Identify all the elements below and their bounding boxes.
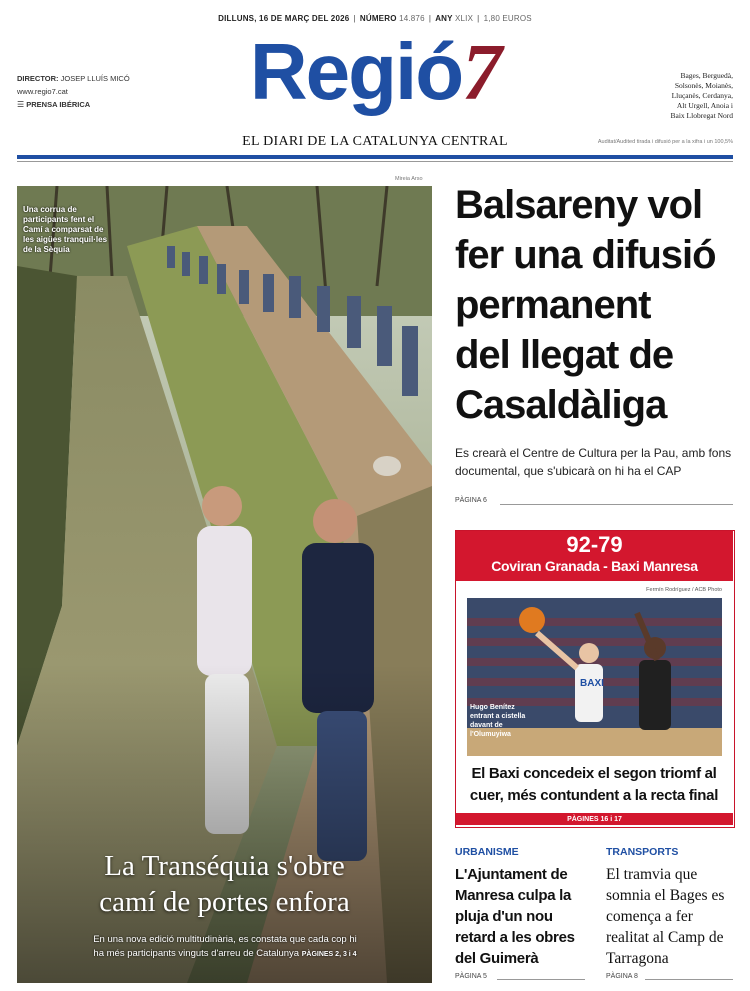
photo-credit: Mireia Arso	[395, 176, 423, 182]
issue-date: DILLUNS, 16 DE MARÇ DEL 2026	[218, 14, 350, 23]
photo-summary-line: ha més participants vinguts d'arreu de Catalunya	[93, 948, 300, 959]
coverage-regions	[623, 71, 733, 121]
sports-headline-line: cuer, més contundent a la recta final	[469, 787, 719, 804]
photo-summary-line: En una nova edició multitudinària, es constata que cada cop hi	[93, 934, 357, 945]
photo-headline-line: La Transéquia s'obre	[104, 850, 345, 882]
brief-divider	[497, 979, 585, 980]
lead-subheadline: Es crearà el Centre de Cultura per la Pau, amb fons documental, que s'ubicarà on hi ha el CAP	[455, 446, 732, 478]
header-divider	[17, 155, 733, 159]
logo-text: Regió	[249, 27, 463, 116]
audit-notice: Auditat/Audited tirada i difusió per a la xifra i un 100,5%	[597, 139, 733, 145]
sports-headline[interactable]	[455, 763, 733, 807]
match-score: 92-79	[566, 532, 623, 557]
group-logo-icon: ☰	[17, 100, 25, 109]
brief-headline-transports[interactable]: El tramvia que somnia el Bages es comença a fer realitat al Camp de Tarragona	[606, 866, 725, 967]
lead-divider	[500, 504, 733, 505]
region-line: Alt Urgell, Anoia i	[676, 101, 733, 110]
header-divider-thin	[17, 161, 733, 162]
region-line: Lluçanès, Cerdanya,	[671, 91, 733, 100]
brief-page-transports[interactable]: PÀGINA 8	[606, 973, 638, 980]
brief-section-transports: TRANSPORTS	[606, 846, 679, 858]
issue-number-label: NÚMERO	[359, 14, 397, 23]
photo-headline-line: camí de portes enfora	[99, 886, 350, 918]
lead-headline-line: fer una difusió	[455, 233, 716, 277]
lead-headline-line: del llegat de	[455, 333, 674, 377]
issue-number: 14.876	[399, 14, 425, 23]
photo-headline[interactable]	[17, 848, 432, 920]
lead-page-ref[interactable]: PÀGINA 6	[455, 497, 487, 504]
issue-price: 1,80 EUROS	[483, 14, 532, 23]
director-label: DIRECTOR:	[17, 74, 59, 83]
jersey-text: BAXI	[580, 678, 604, 689]
brief-divider	[645, 979, 733, 980]
lead-headline-line: Balsareny vol	[455, 183, 703, 227]
logo-number: 7	[462, 29, 501, 117]
issue-year-label: ANY	[435, 14, 453, 23]
photo-pages: PÀGINES 2, 3 i 4	[301, 951, 357, 958]
brief-headline-urbanisme[interactable]: L'Ajuntament de Manresa culpa la pluja d'un nou retard a les obres del Guimerà	[455, 866, 575, 967]
sports-pages[interactable]: PÀGINES 16 i 17	[567, 816, 622, 823]
newspaper-subtitle: EL DIARI DE LA CATALUNYA CENTRAL	[242, 134, 508, 149]
match-teams: Coviran Granada - Baxi Manresa	[491, 558, 698, 574]
issue-year: XLIX	[454, 14, 474, 23]
region-line: Baix Llobregat Nord	[670, 111, 733, 120]
region-line: Solsonès, Moianès,	[674, 81, 733, 90]
sports-photo-credit: Fermín Rodríguez / ACB Photo	[646, 587, 722, 593]
sports-photo-caption: Hugo Benítez entrant a cistella davant de l'Olumuyiwa	[470, 704, 526, 738]
website-link[interactable]: www.regio7.cat	[17, 87, 68, 96]
lead-headline[interactable]	[455, 180, 740, 430]
lead-headline-line: Casaldàliga	[455, 383, 667, 427]
photo-summary	[40, 933, 410, 962]
brief-section-urbanisme: URBANISME	[455, 846, 519, 858]
group-name: PRENSA IBÉRICA	[26, 100, 91, 109]
brief-page-urbanisme[interactable]: PÀGINA 5	[455, 973, 487, 980]
dateline: DILLUNS, 16 DE MARÇ DEL 2026 | NÚMERO 14.876 | ANY XLIX | 1,80 EUROS	[218, 14, 532, 23]
sports-headline-line: El Baxi concedeix el segon triomf al	[471, 765, 717, 782]
region-line: Bages, Berguedà,	[680, 71, 733, 80]
photo-caption: Una corrua de participants fent el Camí a comparsat de les aigües tranquil·les de la Sèquia	[23, 205, 108, 254]
director-name: JOSEP LLUÍS MICÓ	[60, 74, 130, 83]
lead-headline-line: permanent	[455, 283, 651, 327]
